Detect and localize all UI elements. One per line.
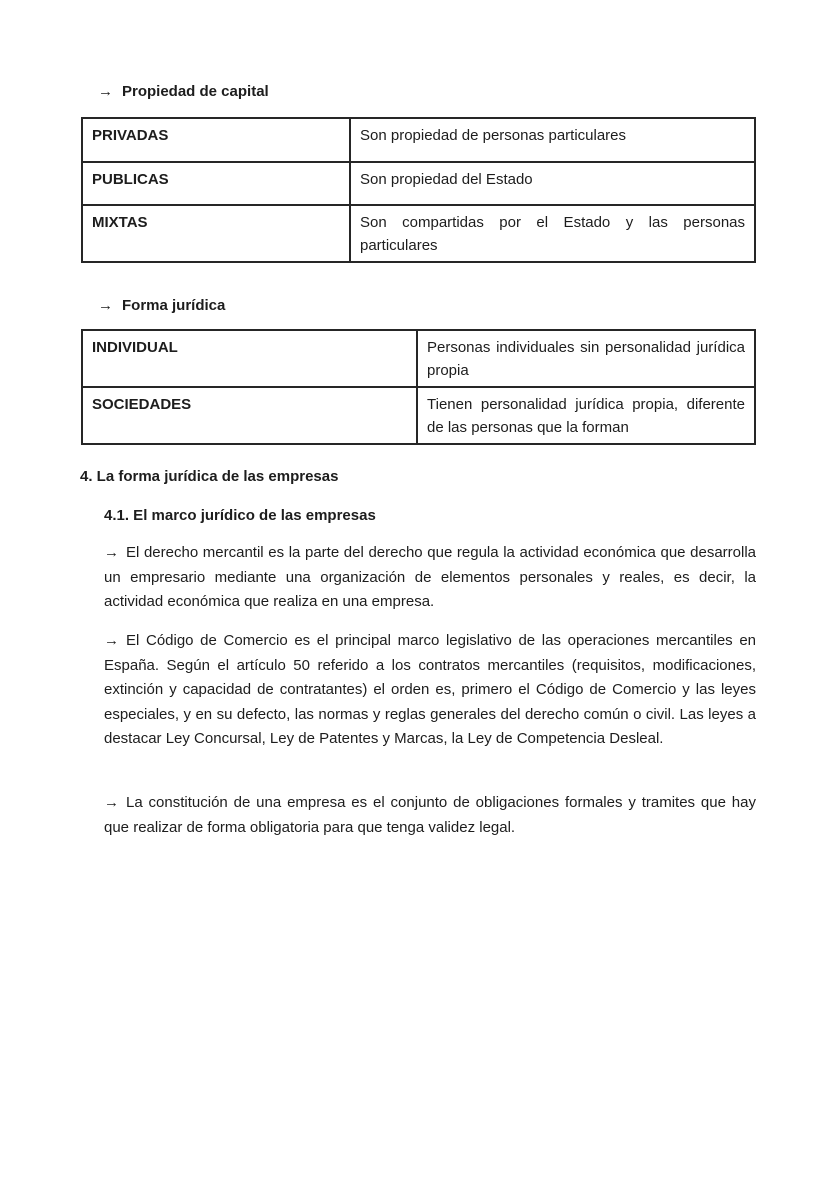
heading-propiedad-de-capital [98,83,269,100]
heading-forma-juridica [98,297,225,314]
row-description: Personas individuales sin personalidad jurídica propia [417,330,755,387]
row-label-mixtas: MIXTAS [82,205,350,262]
heading-propiedad-de-capital-label: Propiedad de capital [122,83,269,100]
row-label-sociedades: SOCIEDADES [82,387,417,444]
row-label-privadas: PRIVADAS [82,118,350,162]
arrow-bullet-icon: → [104,632,119,649]
subsection-title-4-1: 4.1. El marco jurídico de las empresas [104,507,376,524]
row-description: Tienen personalidad jurídica propia, diferente de las personas que la forman [417,387,755,444]
table-row [82,205,755,262]
table-row [82,162,755,205]
arrow-bullet-icon: → [98,297,113,314]
table-row [82,118,755,162]
table-row [82,330,755,387]
table-row [82,387,755,444]
arrow-bullet-icon: → [104,544,119,561]
row-label-individual: INDIVIDUAL [82,330,417,387]
paragraph-text: La constitución de una empresa es el conjunto de obligaciones formales y tramites que hay que realizar de forma obligatoria para que tenga validez legal. [104,794,756,836]
paragraph-derecho-mercantil [104,541,756,615]
paragraph-text: El Código de Comercio es el principal marco legislativo de las operaciones mercantiles en España. Según el artículo 50 referido a los contratos mercantiles (requisitos, modificaciones, extinción y capacidad de contratantes) el orden es, primero el Código de Comercio y las leyes especiales, y en su defecto, las normas y reglas generales del derecho común o civil. Las leyes a destacar Ley Concursal, Ley de Patentes y Marcas, la Ley de Competencia Desleal. [104,632,756,747]
capital-ownership-table [81,117,756,263]
row-label-publicas: PUBLICAS [82,162,350,205]
heading-forma-juridica-label: Forma jurídica [122,297,226,314]
row-description: Son propiedad de personas particulares [350,118,755,162]
row-description: Son propiedad del Estado [350,162,755,205]
arrow-bullet-icon: → [98,83,113,100]
arrow-bullet-icon: → [104,794,119,811]
paragraph-text: El derecho mercantil es la parte del derecho que regula la actividad económica que desarrolla un empresario mediante una organización de elementos personales y reales, es decir, la actividad económica que realiza en una empresa. [104,544,756,610]
row-description: Son compartidas por el Estado y las personas particulares [350,205,755,262]
paragraph-codigo-de-comercio [104,629,756,752]
legal-form-table [81,329,756,445]
paragraph-constitucion-empresa [104,791,756,840]
section-title-4: 4. La forma jurídica de las empresas [80,468,339,485]
